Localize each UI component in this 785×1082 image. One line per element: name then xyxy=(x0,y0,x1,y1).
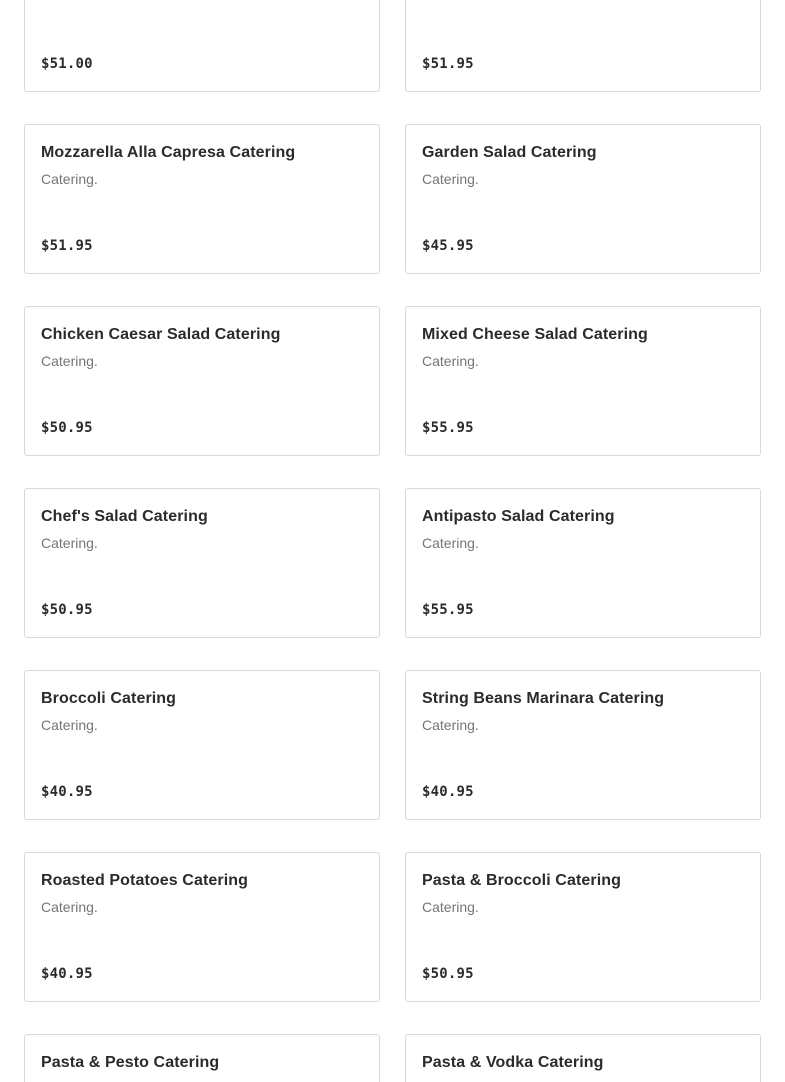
menu-item-card[interactable] xyxy=(24,1034,380,1082)
menu-item-title: Mozzarella Alla Capresa Catering xyxy=(41,144,296,161)
menu-item-price: $40.95 xyxy=(41,784,93,800)
menu-item-card[interactable] xyxy=(405,852,761,1002)
menu-item-card[interactable] xyxy=(405,0,761,92)
menu-item-title: Garden Salad Catering xyxy=(422,144,597,161)
menu-item-card[interactable] xyxy=(24,852,380,1002)
menu-item-description: Catering. xyxy=(41,171,98,187)
menu-item-title: Mixed Cheese Salad Catering xyxy=(422,326,648,343)
menu-item-price: $50.95 xyxy=(41,420,93,436)
menu-item-price: $51.00 xyxy=(41,56,93,72)
menu-item-description: Catering. xyxy=(422,899,479,915)
menu-item-price: $55.95 xyxy=(422,420,474,436)
menu-item-title: Pasta & Broccoli Catering xyxy=(422,872,621,889)
menu-item-description: Catering. xyxy=(41,899,98,915)
menu-item-card[interactable] xyxy=(24,488,380,638)
menu-item-price: $50.95 xyxy=(41,602,93,618)
menu-item-price: $50.95 xyxy=(422,966,474,982)
menu-item-price: $51.95 xyxy=(41,238,93,254)
menu-item-card[interactable] xyxy=(405,306,761,456)
menu-item-description: Catering. xyxy=(422,535,479,551)
menu-item-description: Catering. xyxy=(422,171,479,187)
menu-item-description: Catering. xyxy=(422,353,479,369)
menu-item-title: Pasta & Pesto Catering xyxy=(41,1054,220,1071)
menu-item-card[interactable] xyxy=(405,488,761,638)
menu-item-title: Pasta & Vodka Catering xyxy=(422,1054,604,1071)
menu-item-price: $40.95 xyxy=(422,784,474,800)
menu-item-price: $51.95 xyxy=(422,56,474,72)
menu-items-grid xyxy=(24,0,761,1082)
menu-item-description: Catering. xyxy=(41,535,98,551)
menu-item-card[interactable] xyxy=(405,1034,761,1082)
menu-item-title: String Beans Marinara Catering xyxy=(422,690,665,707)
menu-item-title: Antipasto Salad Catering xyxy=(422,508,615,525)
menu-item-card[interactable] xyxy=(405,124,761,274)
menu-item-card[interactable] xyxy=(24,306,380,456)
menu-item-description: Catering. xyxy=(41,353,98,369)
menu-item-card[interactable] xyxy=(24,124,380,274)
menu-item-price: $45.95 xyxy=(422,238,474,254)
menu-item-card[interactable] xyxy=(24,0,380,92)
menu-item-description: Catering. xyxy=(422,717,479,733)
menu-item-price: $55.95 xyxy=(422,602,474,618)
menu-item-card[interactable] xyxy=(24,670,380,820)
menu-item-title: Chef's Salad Catering xyxy=(41,508,208,525)
menu-item-description: Catering. xyxy=(41,717,98,733)
menu-item-card[interactable] xyxy=(405,670,761,820)
menu-item-title: Roasted Potatoes Catering xyxy=(41,872,248,889)
menu-item-title: Broccoli Catering xyxy=(41,690,177,707)
menu-item-price: $40.95 xyxy=(41,966,93,982)
menu-item-title: Chicken Caesar Salad Catering xyxy=(41,326,281,343)
